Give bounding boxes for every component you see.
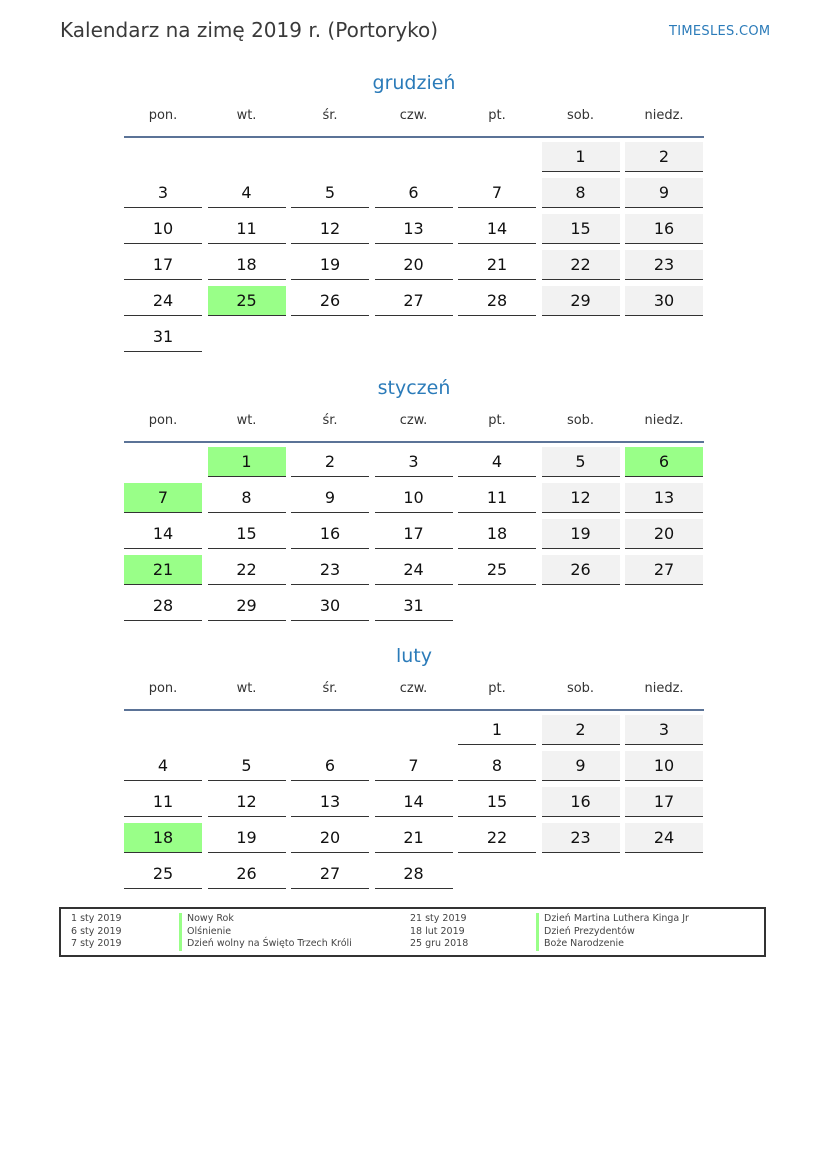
day-cell: 21 bbox=[375, 823, 453, 853]
day-cell: 28 bbox=[458, 286, 536, 316]
day-cell: 25 bbox=[124, 859, 202, 889]
weekday-label: śr. bbox=[322, 681, 338, 696]
day-cell: 7 bbox=[458, 178, 536, 208]
day-cell: 19 bbox=[208, 823, 286, 853]
legend-date: 21 sty 2019 bbox=[410, 913, 467, 924]
day-cell: 9 bbox=[542, 751, 620, 781]
day-cell: 9 bbox=[625, 178, 703, 208]
day-cell: 30 bbox=[625, 286, 703, 316]
day-cell: 11 bbox=[458, 483, 536, 513]
day-cell: 4 bbox=[124, 751, 202, 781]
weekday-label: sob. bbox=[566, 108, 595, 123]
day-cell: 26 bbox=[208, 859, 286, 889]
day-cell: 2 bbox=[542, 715, 620, 745]
day-cell: 26 bbox=[291, 286, 369, 316]
weekday-label: śr. bbox=[322, 413, 338, 428]
day-cell: 17 bbox=[625, 787, 703, 817]
day-cell: 12 bbox=[208, 787, 286, 817]
day-cell: 15 bbox=[542, 214, 620, 244]
day-cell: 26 bbox=[542, 555, 620, 585]
legend-date: 18 lut 2019 bbox=[410, 925, 465, 937]
day-cell: 17 bbox=[124, 250, 202, 280]
day-cell: 25 bbox=[458, 555, 536, 585]
legend-dates-right bbox=[410, 913, 510, 951]
day-cell: 7 bbox=[124, 483, 202, 513]
day-cell: 31 bbox=[124, 322, 202, 352]
legend-date: 1 sty 2019 bbox=[71, 913, 122, 924]
day-cell: 21 bbox=[124, 555, 202, 585]
day-cell: 30 bbox=[291, 591, 369, 621]
day-cell: 3 bbox=[625, 715, 703, 745]
day-cell: 3 bbox=[124, 178, 202, 208]
month-january bbox=[124, 373, 704, 615]
day-cell: 24 bbox=[625, 823, 703, 853]
weekday-label: niedz. bbox=[644, 681, 684, 696]
day-cell: 22 bbox=[458, 823, 536, 853]
day-cell: 18 bbox=[124, 823, 202, 853]
day-cell: 16 bbox=[625, 214, 703, 244]
day-cell: 9 bbox=[291, 483, 369, 513]
page-title: Kalendarz na zimę 2019 r. (Portoryko) bbox=[60, 18, 439, 42]
day-cell: 23 bbox=[542, 823, 620, 853]
day-cell: 28 bbox=[124, 591, 202, 621]
day-cell: 20 bbox=[625, 519, 703, 549]
day-cell: 19 bbox=[542, 519, 620, 549]
day-cell: 13 bbox=[291, 787, 369, 817]
weekday-label: pon. bbox=[148, 413, 178, 428]
day-cell: 12 bbox=[291, 214, 369, 244]
month-february bbox=[124, 641, 704, 883]
weekday-label: niedz. bbox=[644, 413, 684, 428]
legend-dates-left bbox=[71, 913, 171, 951]
day-cell: 5 bbox=[542, 447, 620, 477]
weekday-label: pt. bbox=[488, 681, 506, 696]
day-cell: 6 bbox=[625, 447, 703, 477]
legend-names-left bbox=[179, 913, 399, 951]
day-cell: 15 bbox=[458, 787, 536, 817]
day-cell: 24 bbox=[375, 555, 453, 585]
legend-names-right bbox=[536, 913, 756, 951]
legend-holiday-name: Dzień wolny na Święto Trzech Króli bbox=[179, 938, 399, 951]
day-cell: 10 bbox=[625, 751, 703, 781]
day-cell: 7 bbox=[375, 751, 453, 781]
day-cell: 31 bbox=[375, 591, 453, 621]
legend-holiday-name: Dzień Martina Luthera Kinga Jr bbox=[536, 913, 756, 926]
day-cell: 23 bbox=[291, 555, 369, 585]
day-cell: 27 bbox=[291, 859, 369, 889]
day-cell: 8 bbox=[542, 178, 620, 208]
weekday-label: sob. bbox=[566, 681, 595, 696]
legend-holiday-name: Olśnienie bbox=[179, 926, 399, 939]
day-cell: 29 bbox=[208, 591, 286, 621]
day-cell: 11 bbox=[208, 214, 286, 244]
weekday-label: niedz. bbox=[644, 108, 684, 123]
legend-date: 7 sty 2019 bbox=[71, 938, 122, 949]
day-cell: 1 bbox=[208, 447, 286, 477]
month-title: styczeń bbox=[377, 377, 451, 399]
weekday-label: śr. bbox=[322, 108, 338, 123]
day-cell: 22 bbox=[208, 555, 286, 585]
legend-holiday-name: Dzień Prezydentów bbox=[536, 926, 756, 939]
day-cell: 6 bbox=[375, 178, 453, 208]
day-cell: 14 bbox=[124, 519, 202, 549]
weekday-label: pon. bbox=[148, 681, 178, 696]
day-cell: 5 bbox=[291, 178, 369, 208]
day-cell: 23 bbox=[625, 250, 703, 280]
day-cell: 5 bbox=[208, 751, 286, 781]
day-cell: 13 bbox=[625, 483, 703, 513]
day-cell: 2 bbox=[291, 447, 369, 477]
weekday-label: wt. bbox=[236, 413, 257, 428]
day-cell: 18 bbox=[208, 250, 286, 280]
weekday-label: pt. bbox=[488, 108, 506, 123]
weekday-header bbox=[124, 403, 704, 443]
day-cell: 4 bbox=[208, 178, 286, 208]
day-cell: 14 bbox=[375, 787, 453, 817]
day-cell: 15 bbox=[208, 519, 286, 549]
day-cell: 27 bbox=[625, 555, 703, 585]
weekday-label: pt. bbox=[488, 413, 506, 428]
day-cell: 8 bbox=[208, 483, 286, 513]
day-cell: 27 bbox=[375, 286, 453, 316]
legend-holiday-name: Nowy Rok bbox=[179, 913, 399, 926]
day-cell: 17 bbox=[375, 519, 453, 549]
weekday-label: czw. bbox=[399, 108, 428, 123]
day-cell: 19 bbox=[291, 250, 369, 280]
day-cell: 8 bbox=[458, 751, 536, 781]
weekday-label: czw. bbox=[399, 681, 428, 696]
day-cell: 21 bbox=[458, 250, 536, 280]
day-cell: 22 bbox=[542, 250, 620, 280]
legend-date: 25 gru 2018 bbox=[410, 938, 469, 949]
day-cell: 16 bbox=[542, 787, 620, 817]
day-cell: 12 bbox=[542, 483, 620, 513]
weekday-label: pon. bbox=[148, 108, 178, 123]
day-cell: 10 bbox=[124, 214, 202, 244]
day-cell: 20 bbox=[375, 250, 453, 280]
month-december bbox=[124, 68, 704, 346]
day-cell: 24 bbox=[124, 286, 202, 316]
day-cell: 20 bbox=[291, 823, 369, 853]
day-cell: 28 bbox=[375, 859, 453, 889]
day-cell: 14 bbox=[458, 214, 536, 244]
weekday-header bbox=[124, 671, 704, 711]
holiday-legend bbox=[59, 907, 766, 957]
day-cell: 1 bbox=[542, 142, 620, 172]
day-cell: 13 bbox=[375, 214, 453, 244]
day-cell: 2 bbox=[625, 142, 703, 172]
weekday-header bbox=[124, 98, 704, 138]
day-cell: 29 bbox=[542, 286, 620, 316]
day-cell: 11 bbox=[124, 787, 202, 817]
day-cell: 3 bbox=[375, 447, 453, 477]
weekday-label: wt. bbox=[236, 108, 257, 123]
day-cell: 6 bbox=[291, 751, 369, 781]
day-cell: 16 bbox=[291, 519, 369, 549]
weekday-label: wt. bbox=[236, 681, 257, 696]
day-cell: 1 bbox=[458, 715, 536, 745]
day-cell: 4 bbox=[458, 447, 536, 477]
weekday-label: czw. bbox=[399, 413, 428, 428]
month-title: grudzień bbox=[372, 72, 456, 94]
legend-holiday-name: Boże Narodzenie bbox=[536, 938, 756, 951]
legend-date: 6 sty 2019 bbox=[71, 925, 122, 937]
brand-link[interactable]: TIMESLES.COM bbox=[669, 24, 771, 39]
day-cell: 10 bbox=[375, 483, 453, 513]
day-cell: 25 bbox=[208, 286, 286, 316]
day-cell: 18 bbox=[458, 519, 536, 549]
month-title: luty bbox=[395, 645, 432, 667]
weekday-label: sob. bbox=[566, 413, 595, 428]
